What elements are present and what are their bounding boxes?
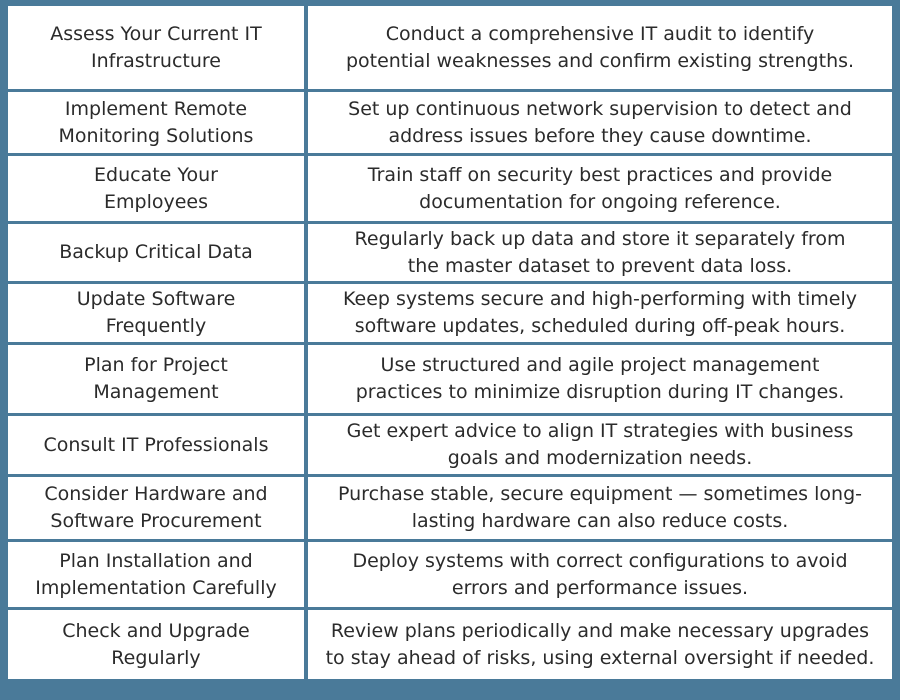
step-cell: Plan Installation and Implementation Carefully [8, 542, 304, 607]
step-cell: Plan for Project Management [8, 345, 304, 413]
description-cell: Regularly back up data and store it separately from the master dataset to prevent data loss. [308, 224, 892, 281]
description-cell: Train staff on security best practices and provide documentation for ongoing reference. [308, 156, 892, 221]
step-cell: Update Software Frequently [8, 284, 304, 342]
step-cell: Backup Critical Data [8, 224, 304, 281]
description-cell: Use structured and agile project management practices to minimize disruption during IT changes. [308, 345, 892, 413]
description-cell: Get expert advice to align IT strategies with business goals and modernization needs. [308, 416, 892, 474]
description-cell: Set up continuous network supervision to detect and address issues before they cause downtime. [308, 92, 892, 153]
description-cell: Keep systems secure and high-performing with timely software updates, scheduled during off-peak hours. [308, 284, 892, 342]
step-cell: Consult IT Professionals [8, 416, 304, 474]
it-practices-table [8, 6, 892, 692]
description-cell: Conduct a comprehensive IT audit to identify potential weaknesses and confirm existing strengths. [308, 6, 892, 89]
description-cell: Purchase stable, secure equipment — sometimes long- lasting hardware can also reduce costs. [308, 477, 892, 539]
step-cell: Assess Your Current IT Infrastructure [8, 6, 304, 89]
description-cell: Review plans periodically and make necessary upgrades to stay ahead of risks, using external oversight if needed. [308, 610, 892, 679]
description-cell: Deploy systems with correct configurations to avoid errors and performance issues. [308, 542, 892, 607]
step-cell: Educate Your Employees [8, 156, 304, 221]
step-cell: Check and Upgrade Regularly [8, 610, 304, 679]
step-cell: Consider Hardware and Software Procurement [8, 477, 304, 539]
step-cell: Implement Remote Monitoring Solutions [8, 92, 304, 153]
